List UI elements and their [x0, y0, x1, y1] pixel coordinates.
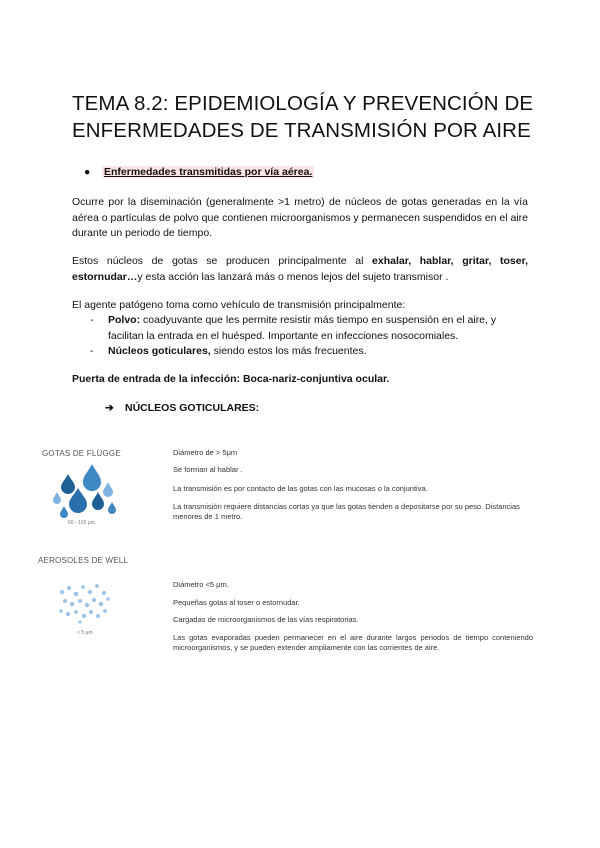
drop-icon — [61, 474, 75, 494]
paragraph-entry: Puerta de entrada de la infección: Boca-nariz-conjuntiva ocular. — [72, 373, 390, 385]
arrow-heading — [105, 402, 259, 414]
bullet-dot-icon: ● — [84, 166, 91, 178]
flugge-drops-icon — [48, 462, 120, 520]
particle-icon — [82, 614, 86, 618]
page-title: TEMA 8.2: EPIDEMIOLOGÍA Y PREVENCIÓN DE ENFERMEDADES DE TRANSMISIÓN POR AIRE — [72, 92, 534, 142]
paragraph-production — [72, 254, 528, 285]
arrow-right-icon: ➔ — [105, 402, 114, 414]
particle-icon — [78, 620, 81, 623]
well-size: < 5 μm — [77, 630, 93, 636]
vehicle-list — [90, 313, 530, 360]
list-item-bold: Núcleos goticulares, — [108, 345, 211, 357]
well-line: Cargadas de microorganismos de las vías respiratorias. — [173, 615, 359, 624]
particle-icon — [66, 612, 70, 616]
flugge-line: Diámetro de > 5μm — [173, 448, 238, 457]
list-item: - Polvo: coadyuvante que les permite resistir más tiempo en suspensión en el aire, y facilitan la entrada en el huésped. Importante en infecciones nosocomiales. — [90, 314, 497, 342]
particle-icon — [102, 591, 106, 595]
p2-start: Estos núcleos de gotas se producen principalmente al — [72, 255, 373, 267]
drop-icon — [92, 492, 104, 510]
flugge-label: GOTAS DE FLÜGGE — [42, 449, 121, 458]
particle-icon — [78, 599, 82, 603]
arrow-heading-text: NÚCLEOS GOTICULARES: — [125, 402, 260, 414]
well-line: Las gotas evaporadas pueden permanecer en el aire durante largos periodos de tiempo conteniendo microorganismos, y se pueden extender ampliamente con las corrientes de aire. — [173, 633, 533, 652]
list-item-bold: Polvo: — [108, 314, 141, 326]
particle-icon — [96, 614, 100, 618]
paragraph-vehicle: El agente patógeno toma como vehículo de transmisión principalmente: — [72, 299, 406, 311]
well-label: AEROSOLES DE WELL — [38, 556, 129, 565]
particle-icon — [95, 584, 99, 588]
drop-icon — [108, 502, 116, 514]
particle-icon — [81, 585, 85, 589]
particle-icon — [63, 599, 67, 603]
particle-icon — [106, 597, 110, 601]
particle-icon — [67, 586, 71, 590]
list-item-text: coadyuvante que les permite resistir más tiempo en suspensión en el aire, y facilitan la entrada en el huésped. Importante en infecciones nosocomiales. — [108, 314, 497, 342]
particle-icon — [60, 590, 64, 594]
flugge-size: 60 - 100 μm — [68, 520, 95, 526]
drop-icon — [53, 492, 61, 504]
particle-icon — [103, 609, 107, 613]
particle-icon — [92, 598, 96, 602]
particle-icon — [59, 609, 63, 613]
p2-bold: exhalar, hablar, gritar, toser, estornudar… — [72, 255, 528, 283]
flugge-line: La transmisión requiere distancias cortas ya que las gotas tienden a depositarse por su peso. Distancias menores de 1 metro. — [173, 502, 520, 521]
particle-icon — [88, 590, 92, 594]
particle-icon — [74, 610, 78, 614]
well-line: Diámetro <5 μm. — [173, 580, 229, 589]
drop-icon — [103, 482, 113, 497]
particle-icon — [85, 603, 89, 607]
section-heading: Enfermedades transmitidas por vía aérea. — [104, 166, 313, 178]
drop-icon — [60, 506, 68, 518]
list-item-text: siendo estos los más frecuentes. — [210, 345, 367, 357]
particle-icon — [70, 602, 75, 607]
drop-icon — [83, 464, 101, 491]
well-line: Pequeñas gotas al toser o estornudar. — [173, 598, 300, 607]
section-bullet — [84, 166, 314, 178]
particle-icon — [89, 610, 93, 614]
aerosol-particles-icon — [56, 582, 112, 624]
particle-icon — [99, 602, 103, 606]
list-item: - Núcleos goticulares, siendo estos los más frecuentes. — [90, 345, 367, 357]
flugge-line: La transmisión es por contacto de las gotas con las mucosas o la conjuntiva. — [173, 484, 428, 493]
particle-icon — [74, 592, 79, 597]
p2-end: y esta acción las lanzará más o menos lejos del sujeto transmisor . — [137, 270, 449, 283]
flugge-line: Se forman al hablar . — [173, 465, 243, 474]
paragraph-intro: Ocurre por la diseminación (generalmente >1 metro) de núcleos de gotas generadas en la vía aérea o partículas de polvo que contienen microorganismos y permanecen suspendidos en el aire durante un periodo de tiempo. — [72, 196, 528, 239]
